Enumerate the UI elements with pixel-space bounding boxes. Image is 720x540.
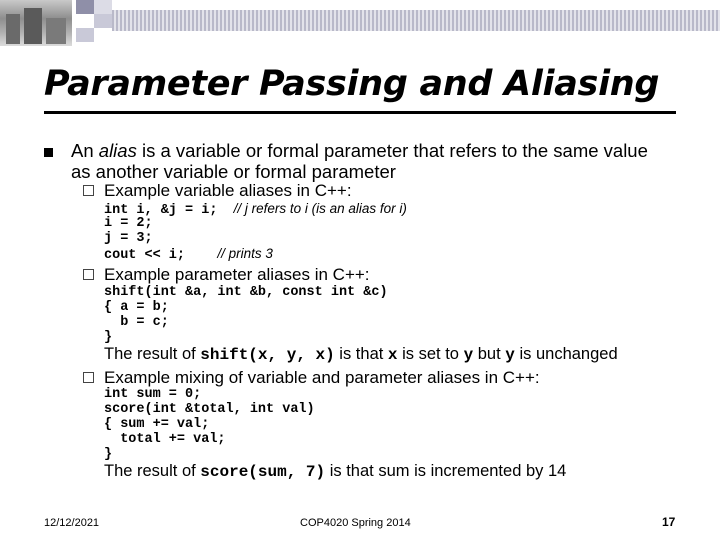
code-line: j = 3; bbox=[104, 231, 153, 246]
decor-square bbox=[94, 0, 112, 14]
code-line: score(int &total, int val) bbox=[104, 402, 315, 417]
bullet-text-start: An bbox=[71, 140, 99, 161]
score-result-text bbox=[104, 462, 566, 481]
shift-result-text bbox=[104, 345, 618, 364]
main-bullet-text bbox=[71, 140, 671, 182]
sub-bullet-box-icon bbox=[83, 269, 94, 280]
result-text: The result of bbox=[104, 345, 201, 363]
footer-course: COP4020 Spring 2014 bbox=[300, 517, 411, 529]
bullet-text-alias: alias bbox=[98, 140, 137, 161]
title-underline bbox=[44, 111, 676, 114]
result-text: is that bbox=[334, 345, 388, 363]
decor-square bbox=[76, 28, 94, 42]
campus-photo-image bbox=[0, 0, 72, 46]
code-comment: // prints 3 bbox=[217, 246, 273, 261]
sub-bullet-1-label: Example variable aliases in C++: bbox=[104, 181, 352, 200]
result-text: is unchanged bbox=[514, 345, 618, 363]
code-line: { sum += val; bbox=[104, 417, 210, 432]
footer-date: 12/12/2021 bbox=[44, 517, 100, 529]
code-line: } bbox=[104, 330, 113, 345]
sub-bullet-box-icon bbox=[83, 185, 94, 196]
result-code: y bbox=[505, 346, 515, 364]
result-code: y bbox=[463, 346, 474, 364]
decor-square bbox=[94, 14, 112, 28]
bullet-text-end: is a variable or formal parameter that refers to the same value as another variable or formal parameter bbox=[71, 140, 648, 182]
code-text: cout << i; bbox=[104, 248, 186, 263]
result-text: but bbox=[473, 345, 506, 363]
result-code: shift(x, y, x) bbox=[200, 346, 335, 364]
code-line: int sum = 0; bbox=[104, 387, 202, 402]
sub-bullet-2-label: Example parameter aliases in C++: bbox=[104, 265, 370, 284]
code-line: { a = b; bbox=[104, 300, 169, 315]
header-stripe-bar bbox=[112, 10, 720, 31]
result-text: is that sum is incremented by 14 bbox=[325, 462, 567, 480]
code-line: i = 2; bbox=[104, 216, 153, 231]
sub-bullet-box-icon bbox=[83, 372, 94, 383]
result-code: x bbox=[387, 346, 398, 364]
result-text: is set to bbox=[397, 345, 464, 363]
header-band bbox=[0, 0, 720, 48]
slide-title: Parameter Passing and Aliasing bbox=[44, 64, 660, 104]
decor-square bbox=[76, 0, 94, 14]
code-line: } bbox=[104, 447, 113, 462]
code-line: total += val; bbox=[104, 432, 226, 447]
result-code: score(sum, 7) bbox=[200, 463, 326, 481]
bullet-square-icon bbox=[44, 148, 53, 157]
code-line: shift(int &a, int &b, const int &c) bbox=[104, 285, 388, 300]
result-text: The result of bbox=[104, 462, 201, 480]
sub-bullet-3-label: Example mixing of variable and parameter aliases in C++: bbox=[104, 368, 540, 387]
code-text: int i, &j = i; bbox=[104, 203, 218, 218]
code-line bbox=[104, 246, 273, 264]
footer-page-number: 17 bbox=[662, 515, 676, 529]
code-comment: // j refers to i (is an alias for i) bbox=[233, 201, 407, 216]
code-line: b = c; bbox=[104, 315, 169, 330]
